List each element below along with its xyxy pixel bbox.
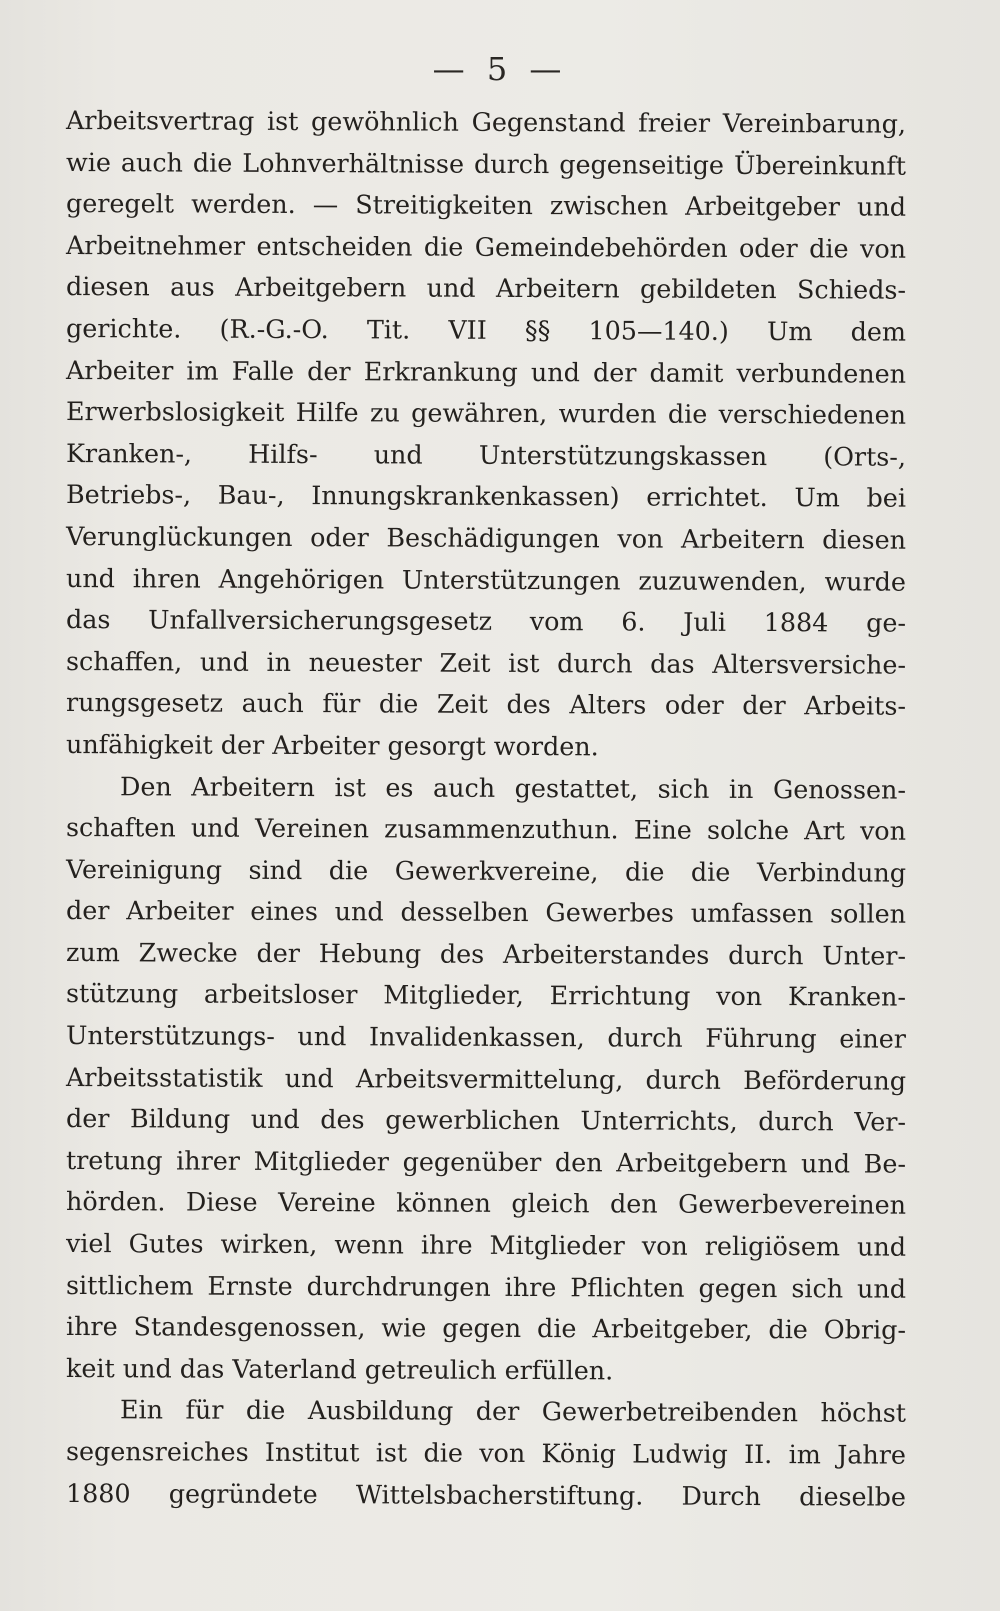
text-line: schaffen, und in neuester Zeit ist durch das Altersversiche-: [65, 645, 907, 680]
text-line: 1880 gegründete Wittelsbacherstiftung. Durch dieselbe: [65, 1477, 907, 1512]
text-line: keit und das Vaterland getreulich erfüllen.: [65, 1352, 614, 1386]
text-line: schaften und Vereinen zusammenzuthun. Eine solche Art von: [65, 812, 907, 846]
text-line: der Arbeiter eines und desselben Gewerbes umfassen sollen: [65, 895, 907, 929]
text-line: zum Zwecke der Hebung des Arbeiterstandes durch Unter-: [65, 936, 907, 971]
text-line: stützung arbeitsloser Mitglieder, Errichtung von Kranken-: [65, 978, 907, 1013]
text-line: Ein für die Ausbildung der Gewerbetreibenden höchst: [119, 1394, 907, 1429]
text-line: diesen aus Arbeitgebern und Arbeitern gebildeten Schieds-: [65, 271, 907, 306]
text-line: Vereinigung sind die Gewerkvereine, die die Verbindung: [65, 853, 907, 888]
text-line: rungsgesetz auch für die Zeit des Alters oder der Arbeits-: [65, 687, 907, 721]
text-line: das Unfallversicherungsgesetz vom 6. Juli 1884 ge-: [65, 604, 907, 638]
text-line: viel Gutes wirken, wenn ihre Mitglieder von religiösem und: [65, 1228, 907, 1262]
text-line: und ihren Angehörigen Unterstützungen zuzuwenden, wurde: [65, 562, 907, 597]
text-line: ihre Standesgenossen, wie gegen die Arbeitgeber, die Obrig-: [65, 1311, 907, 1345]
text-line: geregelt werden. — Streitigkeiten zwischen Arbeitgeber und: [65, 188, 907, 222]
text-line: wie auch die Lohnverhältnisse durch gegenseitige Übereinkunft: [65, 146, 907, 181]
text-line: Arbeiter im Falle der Erkrankung und der damit verbundenen: [65, 354, 907, 389]
text-line: Arbeitsvertrag ist gewöhnlich Gegenstand freier Vereinbarung,: [65, 105, 907, 139]
page-number: — 5 —: [432, 50, 568, 88]
text-line: Verunglückungen oder Beschädigungen von Arbeitern diesen: [65, 520, 907, 555]
text-line: Arbeitnehmer entscheiden die Gemeindebehörden oder die von: [65, 229, 907, 264]
text-line: unfähigkeit der Arbeiter gesorgt worden.: [65, 728, 599, 762]
text-line: tretung ihrer Mitglieder gegenüber den Arbeitgebern und Be-: [65, 1144, 907, 1179]
text-line: segensreiches Institut ist die von König Ludwig II. im Jahre: [65, 1436, 907, 1470]
text-line: hörden. Diese Vereine können gleich den Gewerbevereinen: [65, 1186, 907, 1221]
text-line: Den Arbeitern ist es auch gestattet, sich in Genossen-: [119, 770, 907, 805]
text-line: Erwerbslosigkeit Hilfe zu gewähren, wurden die verschiedenen: [65, 396, 907, 430]
text-line: gerichte. (R.-G.-O. Tit. VII §§ 105—140.) Um dem: [65, 312, 907, 347]
text-line: Arbeitsstatistik und Arbeitsvermittelung, durch Beförderung: [65, 1061, 907, 1096]
text-line: sittlichem Ernste durchdrungen ihre Pflichten gegen sich und: [65, 1269, 907, 1304]
body-text: [66, 100, 906, 1514]
text-line: der Bildung und des gewerblichen Unterrichts, durch Ver-: [65, 1103, 907, 1137]
text-line: Unterstützungs- und Invalidenkassen, durch Führung einer: [65, 1020, 907, 1054]
text-line: Kranken-, Hilfs- und Unterstützungskassen (Orts-,: [65, 437, 907, 472]
text-line: Betriebs-, Bau-, Innungskrankenkassen) errichtet. Um bei: [65, 479, 907, 514]
